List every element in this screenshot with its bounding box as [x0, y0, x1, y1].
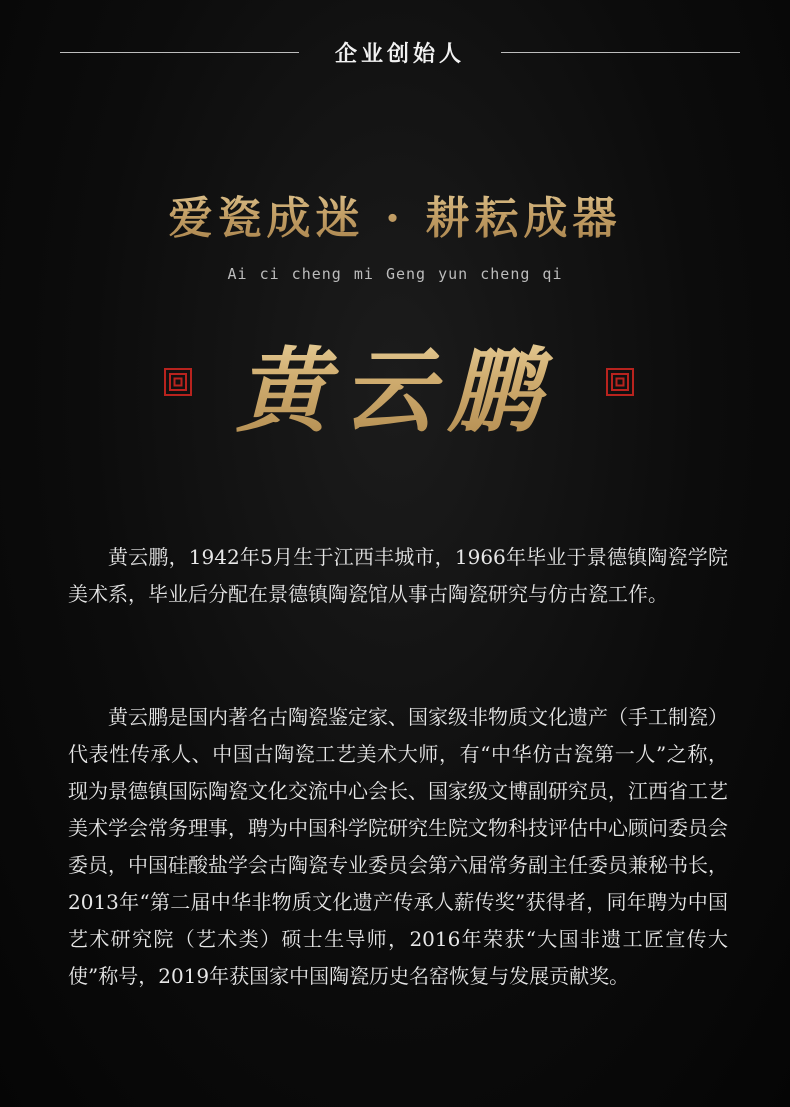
header-divider-left — [60, 52, 299, 53]
header-divider-right — [501, 52, 740, 53]
slogan-pinyin: Ai ci cheng mi Geng yun cheng qi — [227, 265, 563, 283]
founder-name: 黄云鹏 — [0, 318, 790, 450]
bio-paragraph: 黄云鹏是国内著名古陶瓷鉴定家、国家级非物质文化遗产（手工制瓷）代表性传承人、中国古陶瓷工艺美术大师，有“中华仿古瓷第一人”之称，现为景德镇国际陶瓷文化交流中心会长、国家级文博副研究员，江西省工艺美术学会常务理事，聘为中国科学院研究生院文物科技评估中心顾问委员会委员，中国硅酸盐学会古陶瓷专业委员会第六届常务副主任委员兼秘书长，2013年“第二届中华非物质文化遗产传承人薪传奖”获得者，同年聘为中国艺术研究院（艺术类）硕士生导师，2016年荣获“大国非遗工匠宣传大使”称号，2019年获国家中国陶瓷历史名窑恢复与发展贡献奖。 — [68, 705, 728, 988]
section-header — [60, 34, 740, 70]
red-square-seal-icon — [606, 368, 634, 396]
section-title: 企业创始人 — [335, 40, 466, 67]
slogan-heading: 爱瓷成迷 · 耕耘成器 — [0, 182, 790, 246]
bio-paragraph: 黄云鹏，1942年5月生于江西丰城市，1966年毕业于景德镇陶瓷学院美术系，毕业后分配在景德镇陶瓷馆从事古陶瓷研究与仿古瓷工作。 — [68, 545, 728, 606]
